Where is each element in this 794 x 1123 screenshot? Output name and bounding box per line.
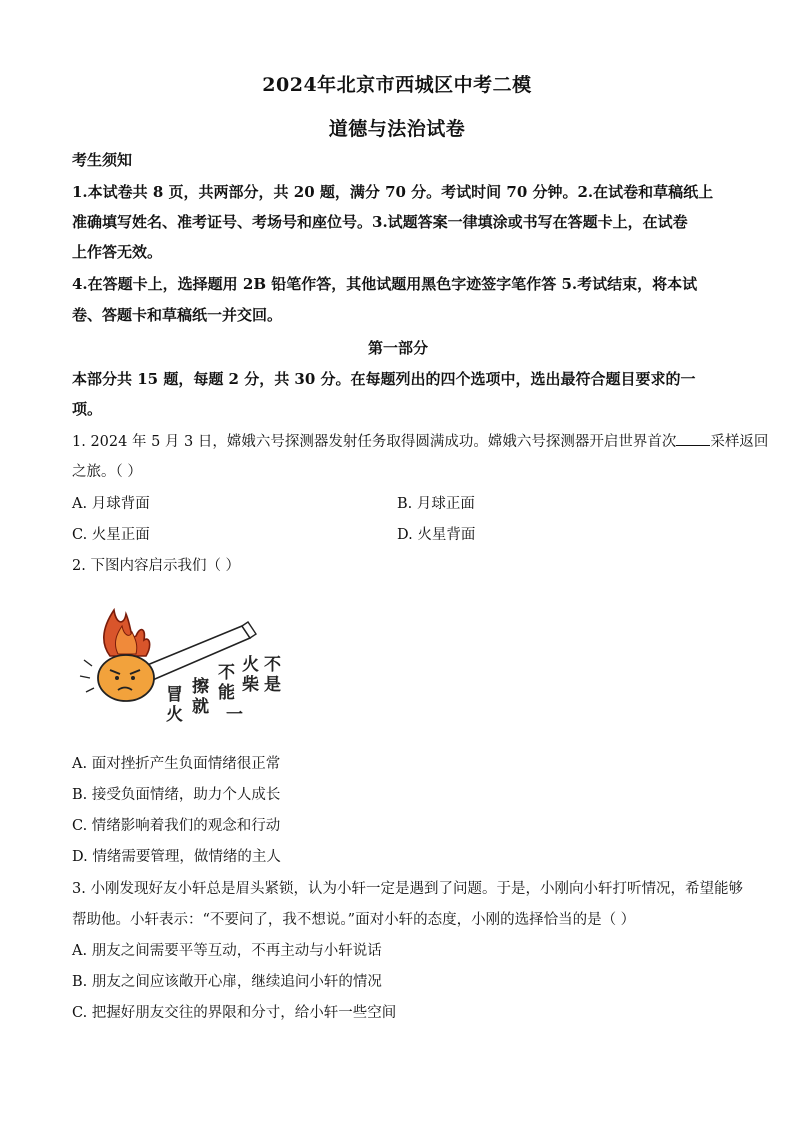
- caption-char: 不: [264, 655, 281, 675]
- notice-line-5: 卷、答题卡和草稿纸一并交回。: [72, 306, 283, 324]
- q1-option-b[interactable]: B. 月球正面: [397, 496, 475, 512]
- q3-option-c[interactable]: C. 把握好朋友交往的界限和分寸，给小轩一些空间: [72, 1005, 397, 1021]
- match-cartoon: [66, 596, 296, 728]
- caption-char: 火: [242, 655, 259, 675]
- q1-stem-line-2: 之旅。（ ）: [72, 464, 142, 480]
- q2-stem: 2. 下图内容启示我们（ ）: [72, 558, 241, 574]
- q1-stem-line-1: [72, 431, 769, 452]
- caption-char: 能: [218, 683, 235, 703]
- right-eye: [131, 676, 135, 680]
- part1-intro-2: 项。: [72, 400, 103, 418]
- q2-option-c[interactable]: C. 情绪影响着我们的观念和行动: [72, 818, 281, 834]
- q2-option-b[interactable]: B. 接受负面情绪，助力个人成长: [72, 787, 281, 803]
- motion-lines: [80, 660, 94, 692]
- part1-heading: 第一部分: [367, 339, 428, 357]
- q3-stem-line-1: 3. 小刚发现好友小轩总是眉头紧锁，认为小轩一定是遇到了问题。于是，小刚向小轩打听情况，希望能够: [72, 881, 743, 897]
- match-head: [98, 655, 154, 701]
- q3-option-b[interactable]: B. 朋友之间应该敞开心扉，继续追问小轩的情况: [72, 974, 382, 990]
- q2-option-a[interactable]: A. 面对挫折产生负面情绪很正常: [72, 756, 281, 772]
- caption-char: 是: [264, 675, 281, 695]
- notice-line-2: 准确填写姓名、准考证号、考场号和座位号。3.试题答案一律填涂或书写在答题卡上，在试卷: [72, 213, 688, 231]
- q1-option-d[interactable]: D. 火星背面: [397, 527, 476, 543]
- q1-option-c[interactable]: C. 火星正面: [72, 527, 150, 543]
- notice-heading: 考生须知: [72, 151, 133, 169]
- notice-line-1: 1.本试卷共 8 页，共两部分，共 20 题，满分 70 分。考试时间 70 分钟。2.在试卷和草稿纸上: [72, 183, 714, 201]
- caption-char: 冒: [166, 685, 183, 705]
- exam-title: 2024年北京市西城区中考二模: [262, 74, 532, 96]
- q1-stem-part-a: 1. 2024 年 5 月 3 日，嫦娥六号探测器发射任务取得圆满成功。嫦娥六号探测器开启世界首次: [72, 434, 677, 450]
- caption-char: 擦: [192, 677, 209, 697]
- q3-option-a[interactable]: A. 朋友之间需要平等互动，不再主动与小轩说话: [72, 943, 382, 959]
- q1-stem-part-b: 采样返回: [710, 434, 769, 450]
- notice-line-3: 上作答无效。: [72, 243, 163, 261]
- exam-subtitle: 道德与法治试卷: [328, 118, 466, 140]
- caption-char: 火: [166, 705, 183, 725]
- notice-line-4: 4.在答题卡上，选择题用 2B 铅笔作答，其他试题用黑色字迹签字笔作答 5.考试结束，将本试: [72, 275, 698, 293]
- q2-option-d[interactable]: D. 情绪需要管理，做情绪的主人: [72, 849, 281, 865]
- part1-intro-1: 本部分共 15 题，每题 2 分，共 30 分。在每题列出的四个选项中，选出最符合题目要求的一: [72, 370, 696, 388]
- q1-answer-blank: [676, 431, 710, 446]
- q3-stem-line-2: 帮助他。小轩表示：“不要问了，我不想说。”面对小轩的态度，小刚的选择恰当的是（ ）: [72, 912, 636, 928]
- left-eye: [115, 676, 119, 680]
- caption-char: 一: [226, 705, 243, 725]
- caption-char: 就: [192, 697, 209, 717]
- caption-char: 不: [218, 663, 235, 683]
- q1-option-a[interactable]: A. 月球背面: [72, 496, 150, 512]
- caption-char: 柴: [242, 675, 259, 695]
